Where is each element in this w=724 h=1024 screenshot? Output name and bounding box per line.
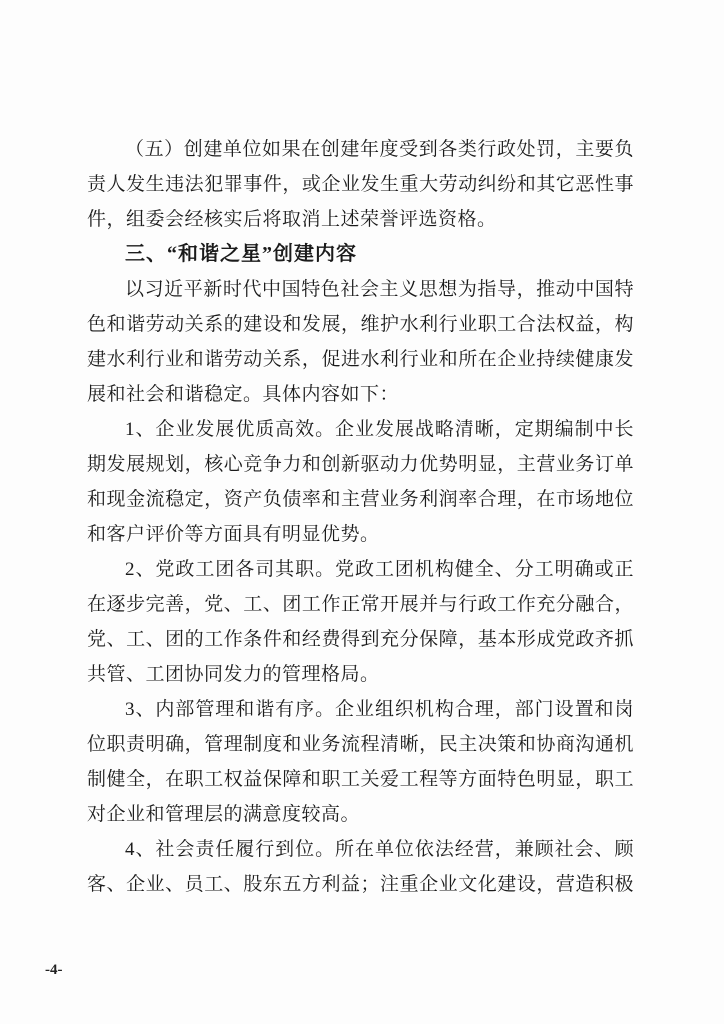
text-line: 和现金流稳定，资产负债率和主营业务利润率合理，在市场地位 bbox=[87, 489, 634, 510]
text-line: 展和社会和谐稳定。具体内容如下： bbox=[87, 384, 400, 405]
text-line: 期发展规划，核心竞争力和创新驱动力优势明显，主营业务订单 bbox=[87, 454, 634, 475]
text-line: 位职责明确，管理制度和业务流程清晰，民主决策和协商沟通机 bbox=[87, 734, 634, 755]
text-line: 件，组委会经核实后将取消上述荣誉评选资格。 bbox=[87, 209, 497, 230]
text-line: 和客户评价等方面具有明显优势。 bbox=[87, 524, 380, 545]
text-line: 3、内部管理和谐有序。企业组织机构合理，部门设置和岗 bbox=[125, 699, 634, 720]
text-line: 责人发生违法犯罪事件，或企业发生重大劳动纠纷和其它恶性事 bbox=[87, 174, 634, 195]
text-line: 2、党政工团各司其职。党政工团机构健全、分工明确或正 bbox=[125, 559, 634, 580]
text-line: 党、工、团的工作条件和经费得到充分保障，基本形成党政齐抓 bbox=[87, 629, 634, 650]
text-line: （五）创建单位如果在创建年度受到各类行政处罚，主要负 bbox=[125, 139, 634, 160]
text-line: 对企业和管理层的满意度较高。 bbox=[87, 804, 361, 825]
text-line: 制健全，在职工权益保障和职工关爱工程等方面特色明显，职工 bbox=[87, 769, 634, 790]
text-line: 共管、工团协同发力的管理格局。 bbox=[87, 664, 380, 685]
page-number: -4- bbox=[45, 962, 63, 978]
text-line: 客、企业、员工、股东五方利益；注重企业文化建设，营造积极 bbox=[87, 874, 634, 895]
text-line: 1、企业发展优质高效。企业发展战略清晰，定期编制中长 bbox=[125, 419, 634, 440]
text-line: 以习近平新时代中国特色社会主义思想为指导，推动中国特 bbox=[125, 279, 634, 300]
text-line: 4、社会责任履行到位。所在单位依法经营，兼顾社会、顾 bbox=[125, 839, 634, 860]
text-line: 色和谐劳动关系的建设和发展，维护水利行业职工合法权益，构 bbox=[87, 314, 634, 335]
text-line: 建水利行业和谐劳动关系，促进水利行业和所在企业持续健康发 bbox=[87, 349, 634, 370]
document-body bbox=[87, 132, 634, 902]
text-line: 在逐步完善，党、工、团工作正常开展并与行政工作充分融合， bbox=[87, 594, 634, 615]
section-heading: 三、“和谐之星”创建内容 bbox=[125, 243, 357, 265]
